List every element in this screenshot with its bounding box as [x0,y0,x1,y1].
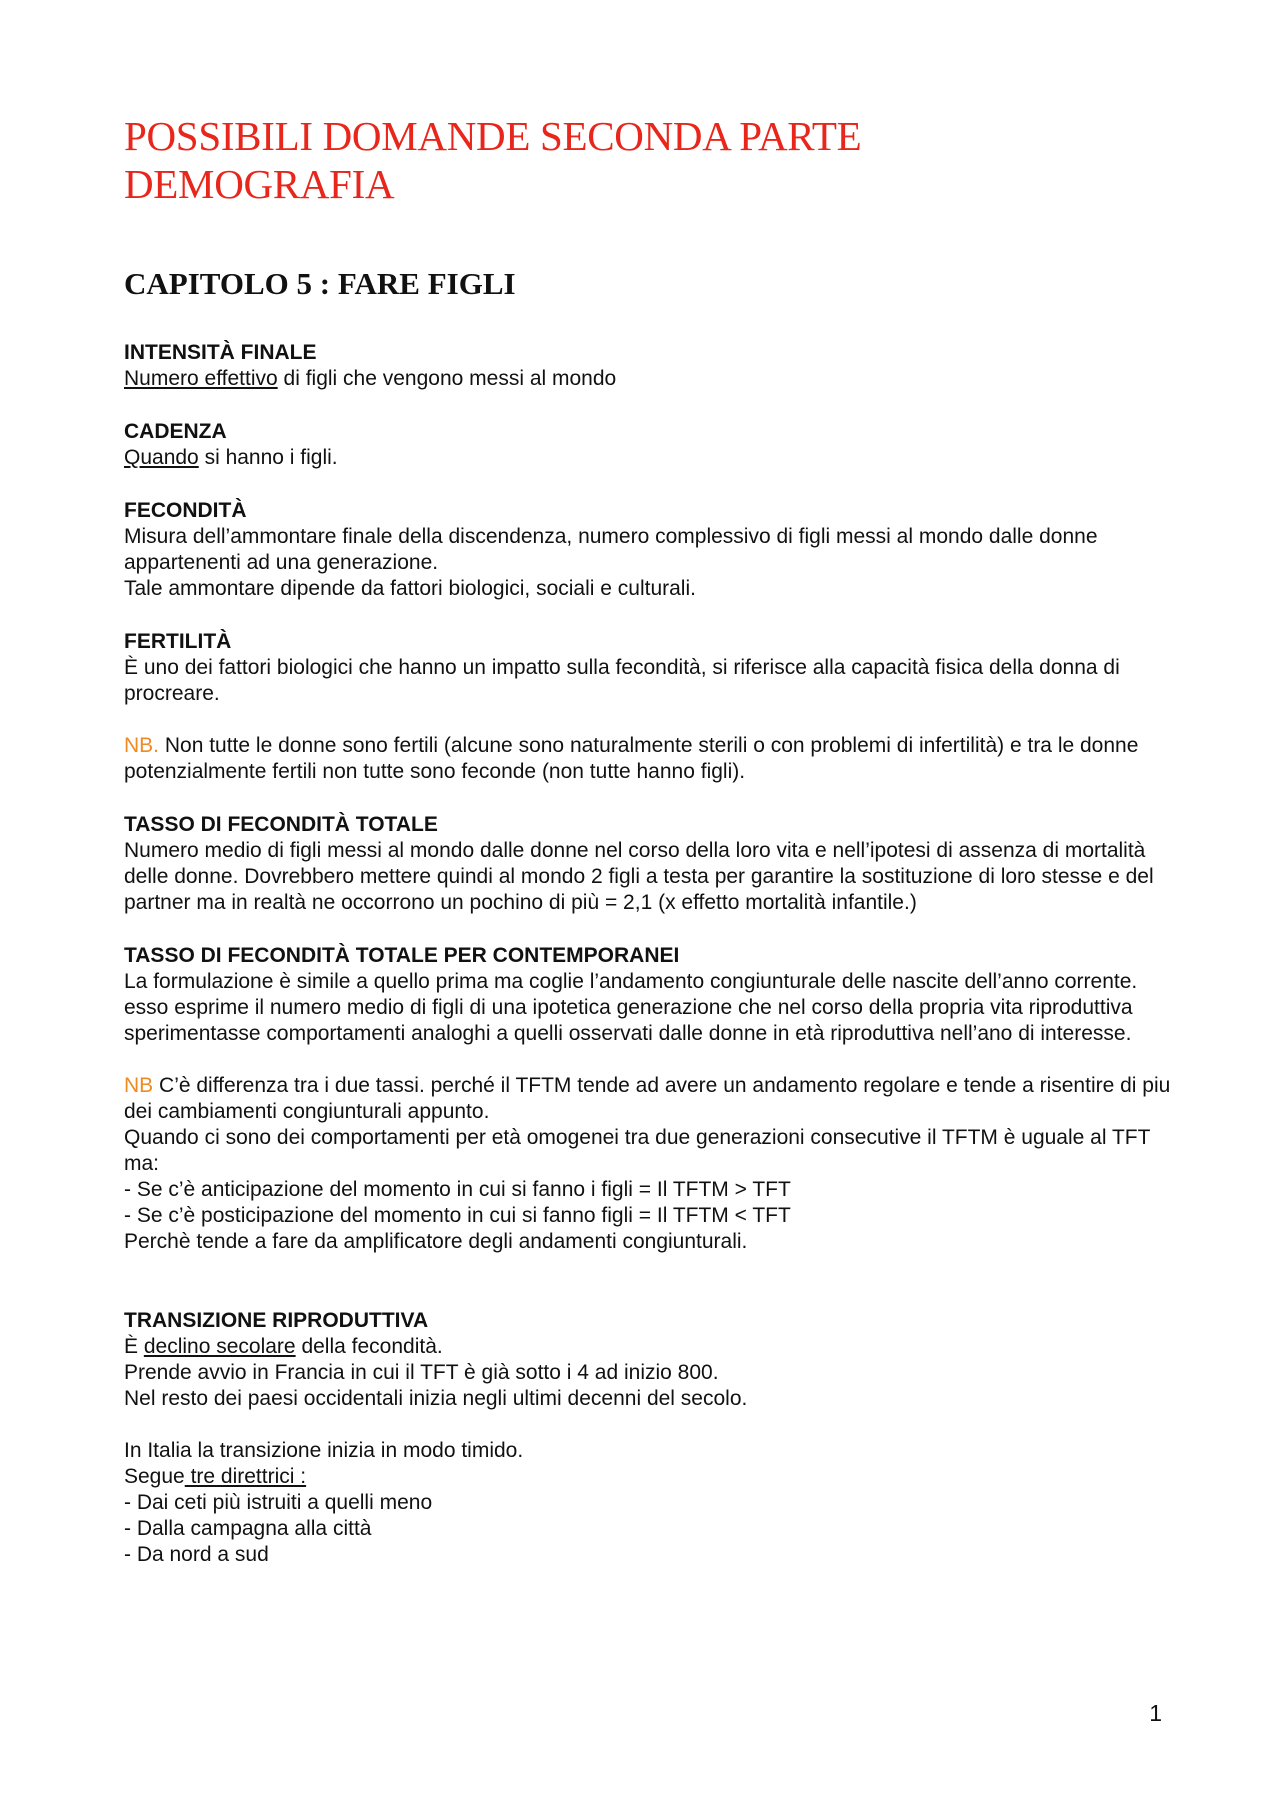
underlined-text: Numero effettivo [124,367,278,390]
text-span: si hanno i figli. [198,446,338,469]
list-item: - Se c’è anticipazione del momento in cui si fanno i figli = Il TFTM > TFT [124,1178,791,1201]
underlined-text: declino secolare [143,1335,296,1358]
list-item: - Dai ceti più istruiti a quelli meno [124,1491,433,1514]
underlined-text: Quando [124,446,199,469]
section-heading: TASSO DI FECONDITÀ TOTALE [124,813,438,836]
section-transizione-riproduttiva [124,1308,1174,1568]
paragraph [124,1464,1174,1490]
section-fertilita [124,629,1174,785]
list-item: - Dalla campagna alla città [124,1517,372,1540]
document-page [124,112,1174,1566]
paragraph: La formulazione è simile a quello prima ma coglie l’andamento congiunturale delle nascite dell’anno corrente. esso esprime il numero medio di figli di una ipotetica generazione che nel corso della propria vita riproduttiva sperimentasse comportamenti analoghi a quelli osservati dalle donne in età riproduttiva nell’ano di interesse. [124,970,1138,1045]
section-tasso-contemporanei [124,943,1174,1255]
paragraph [124,1334,1174,1360]
title-line-1: POSSIBILI DOMANDE SECONDA PARTE [124,113,862,159]
section-fecondita [124,498,1174,602]
section-heading: TASSO DI FECONDITÀ TOTALE PER CONTEMPORANEI [124,944,680,967]
section-text [124,445,1174,471]
section-intensita-finale [124,340,1174,392]
note-text: C’è differenza tra i due tassi. perché il TFTM tende ad avere un andamento regolare e tende a risentire di piu dei cambiamenti congiunturali appunto. [124,1074,1171,1123]
note-text: Non tutte le donne sono fertili (alcune sono naturalmente sterili o con problemi di infertilità) e tra le donne potenzialmente fertili non tutte sono feconde (non tutte hanno figli). [124,734,1139,783]
section-heading: CADENZA [124,420,227,443]
paragraph: Prende avvio in Francia in cui il TFT è già sotto i 4 ad inizio 800. [124,1361,719,1384]
page-number: 1 [1149,1700,1162,1726]
paragraph: In Italia la transizione inizia in modo timido. [124,1439,524,1462]
paragraph: È uno dei fattori biologici che hanno un impatto sulla fecondità, si riferisce alla capacità fisica della donna di procreare. [124,656,1120,705]
text-span: della fecondità. [295,1335,443,1358]
text-span: Segue [124,1465,185,1488]
list-item: - Da nord a sud [124,1543,269,1566]
underlined-text: tre direttrici : [184,1465,307,1488]
section-heading: FECONDITÀ [124,499,247,522]
section-text [124,366,1174,392]
section-heading: INTENSITÀ FINALE [124,341,317,364]
chapter-heading: CAPITOLO 5 : FARE FIGLI [124,266,516,301]
text-span: di figli che vengono messi al mondo [277,367,617,390]
paragraph: Nel resto dei paesi occidentali inizia negli ultimi decenni del secolo. [124,1387,748,1410]
text-span: È [124,1335,144,1358]
section-tasso-fecondita-totale [124,812,1174,916]
paragraph: Tale ammontare dipende da fattori biologici, sociali e culturali. [124,577,696,600]
paragraph: Perchè tende a fare da amplificatore degli andamenti congiunturali. [124,1230,748,1253]
paragraph: Misura dell’ammontare finale della discendenza, numero complessivo di figli messi al mondo dalle donne appartenenti ad una generazione. [124,525,1098,574]
section-heading: TRANSIZIONE RIPRODUTTIVA [124,1309,429,1332]
note-paragraph [124,733,1174,785]
paragraph: Quando ci sono dei comportamenti per età omogenei tra due generazioni consecutive il TFTM è uguale al TFT ma: [124,1126,1151,1175]
paragraph: Numero medio di figli messi al mondo dalle donne nel corso della loro vita e nell’ipotesi di assenza di mortalità delle donne. Dovrebbero mettere quindi al mondo 2 figli a testa per garantire la sostituzione di loro stesse e del partner ma in realtà ne occorrono un pochino di più = 2,1 (x effetto mortalità infantile.) [124,839,1154,914]
list-item: - Se c’è posticipazione del momento in cui si fanno figli = Il TFTM < TFT [124,1204,791,1227]
title-line-2: DEMOGRAFIA [124,161,395,207]
document-body [124,340,1174,1595]
nb-label: NB [124,1074,154,1097]
section-heading: FERTILITÀ [124,630,232,653]
section-cadenza [124,419,1174,471]
nb-label: NB. [124,734,160,757]
document-title [124,112,1174,208]
note-paragraph [124,1073,1174,1125]
